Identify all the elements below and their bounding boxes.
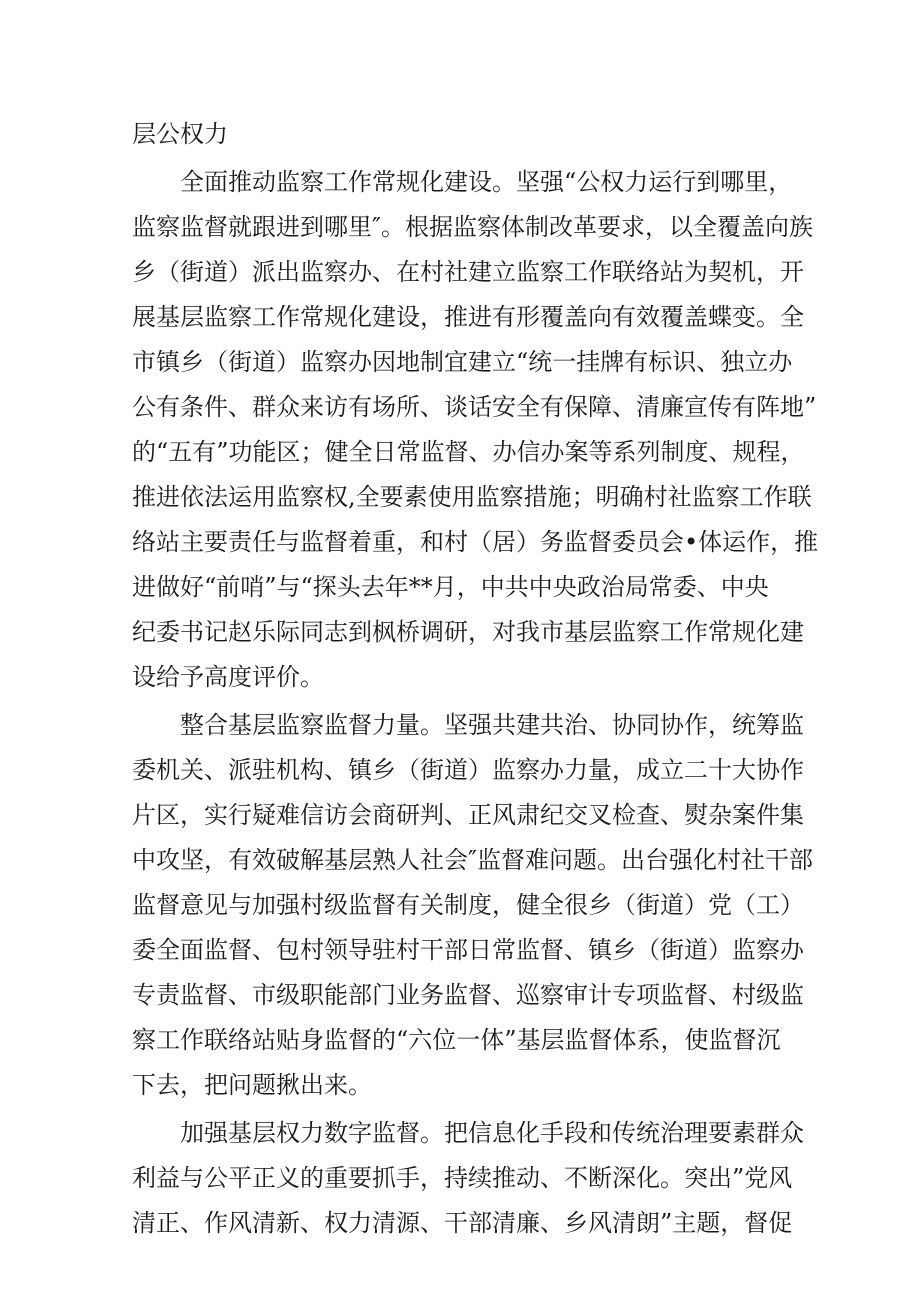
text-line: 加强基层权力数字监督。把信息化手段和传统治理要素群众 xyxy=(132,1119,804,1147)
text-line: 察工作联络站贴身监督的“六位一体”基层监督体系，使监督沉 xyxy=(132,1026,781,1054)
paragraph xyxy=(132,703,813,1108)
text-line: 监督意见与加强村级监督有关制度，健全很乡（街道）党（工） xyxy=(132,891,804,919)
text-line: 乡（街道）派出监察办、在村社建立监察工作联络站为契机，开 xyxy=(132,258,804,286)
text-line: 中攻坚，有效破解基层熟人社会″监督难问题。出台强化村社干部 xyxy=(132,846,813,874)
text-line: 委机关、派驻机构、镇乡（街道）监察办力量，成立二十大协作 xyxy=(132,756,804,784)
text-line: 监察监督就跟进到哪里″。根据监察体制改革要求，以全覆盖向族 xyxy=(132,213,813,241)
text-line: 下去，把问题揪出来。 xyxy=(132,1071,372,1099)
text-line: 片区，实行疑难信访会商研判、正风肃纪交叉检查、熨杂案件集 xyxy=(132,801,804,829)
text-line: 络站主要责任与监督着重，和村（居）务监督委员会•体运作，推 xyxy=(132,528,819,556)
text-line: 推进依法运用监察权,全要素使用监察措施；明确村社监察工作联 xyxy=(132,483,812,511)
text-line: 委全面监督、包村领导驻村干部日常监督、镇乡（街道）监察办 xyxy=(132,936,804,964)
text-line: 公有条件、群众来访有场所、谈话安全有保障、清廉宣传有阵地” xyxy=(132,393,817,421)
text-line: 专责监督、市级职能部门业务监督、巡察审计专项监督、村级监 xyxy=(132,981,804,1009)
text-line: 纪委书记赵乐际同志到枫桥调研，对我市基层监察工作常规化建 xyxy=(132,618,804,646)
text-line: 设给予高度评价。 xyxy=(132,663,324,691)
text-line: 全面推动监察工作常规化建设。坚强“公权力运行到哪里， xyxy=(132,168,793,196)
text-line: 市镇乡（街道）监察办因地制宜建立“统一挂牌有标识、独立办 xyxy=(132,348,793,376)
document-body xyxy=(132,112,819,1246)
text-line: 整合基层监察监督力量。坚强共建共治、协同协作，统筹监 xyxy=(132,711,804,739)
text-line: 清正、作风清新、权力清源、干部清廉、乡风清朗”主题，督促 xyxy=(132,1209,793,1237)
text-line: 层公权力 xyxy=(132,120,228,148)
text-line: 展基层监察工作常规化建设，推进有形覆盖向有效覆盖蝶变。全 xyxy=(132,303,804,331)
paragraph xyxy=(132,112,792,157)
paragraph xyxy=(132,1111,804,1246)
text-line: 利益与公平正义的重要抓手，持续推动、不断深化。突出”党风 xyxy=(132,1164,793,1192)
text-line: 的“五有”功能区；健全日常监督、办信办案等系列制度、规程， xyxy=(132,438,805,466)
paragraph xyxy=(132,160,819,700)
text-line: 进做好“前哨”与“探头去年**月，中共中央政治局常委、中央 xyxy=(132,573,769,601)
